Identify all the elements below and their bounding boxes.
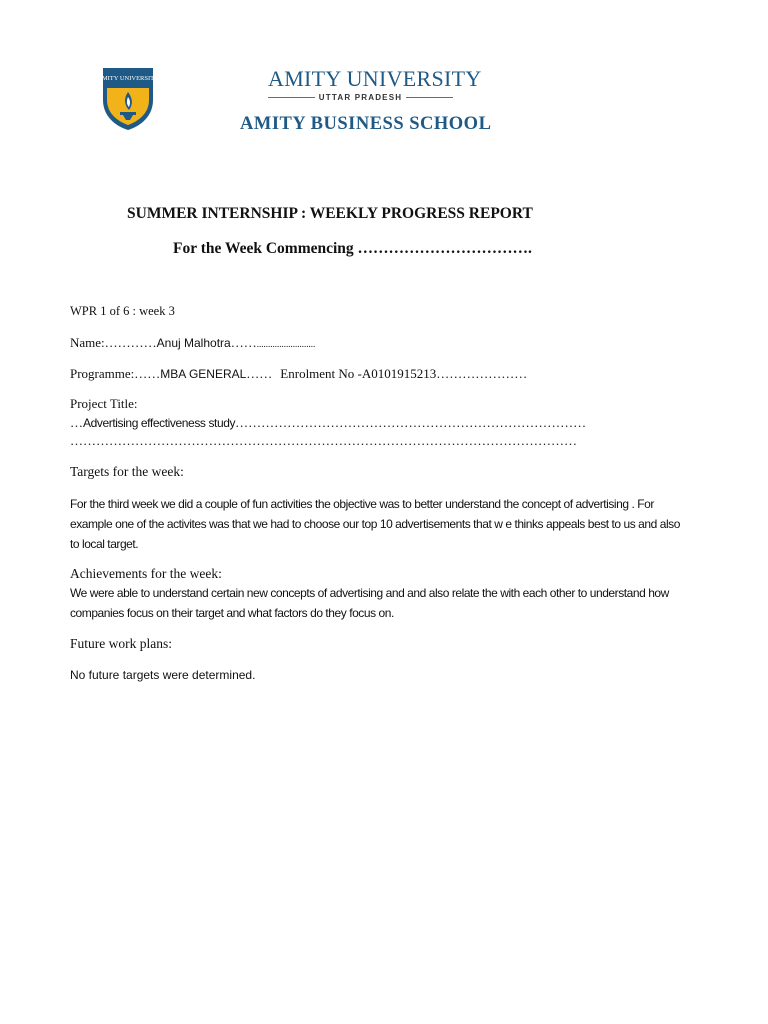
project-title-line-2: ……………………………………………………………………………………………………… [70,433,577,448]
divider [268,97,315,98]
targets-heading: Targets for the week: [70,464,184,479]
name-label: Name:………… [70,335,157,350]
university-name: AMITY UNIVERSITY [268,66,482,91]
future-work-body: No future targets were determined. [70,668,256,682]
name-trailing-dots: .......................... [256,339,316,349]
name-dots: …… [230,335,257,350]
project-title-value: Advertising effectiveness study [83,416,236,430]
report-title: SUMMER INTERNSHIP : WEEKLY PROGRESS REPORT [127,205,533,222]
divider [406,97,453,98]
programme-label: Programme:…… [70,366,161,381]
achievements-body: We were able to understand certain new concepts of advertising and and also relate the with each other to understand how companies focus on their target and what factors do they focus on. [70,586,669,620]
programme-value: MBA GENERAL [160,367,247,381]
project-title-trailing-dots: ……………………………………………………………………… [235,415,587,430]
achievements-heading: Achievements for the week: [70,566,222,581]
logo-text: AMITY UNIVERSITY [97,75,159,82]
enrolment-label: Enrolment No -A0101915213 [280,366,437,381]
name-line [70,334,315,352]
week-commencing-line: For the Week Commencing ……………………………. [173,240,532,257]
targets-body: For the third week we did a couple of fun activities the objective was to better understand the concept of advertising . For example one of the activites was that we had to choose our top 10 advertisements that w e thinks appeals best to us and also to local target. [70,497,680,551]
project-title-label: Project Title: [70,396,138,411]
school-name: AMITY BUSINESS SCHOOL [240,114,492,134]
future-work-heading: Future work plans: [70,636,172,651]
university-region-row [268,93,453,102]
wpr-line: WPR 1 of 6 : week 3 [70,304,175,318]
project-title-line [70,414,650,432]
university-region: UTTAR PRADESH [318,93,403,102]
programme-separator: …… [246,366,273,381]
enrolment-trailing-dots: ………………… [436,366,528,381]
project-title-prefix: … [70,415,83,430]
name-value: Anuj Malhotra [156,336,231,350]
programme-line [70,365,527,383]
amity-logo-icon [97,66,159,132]
